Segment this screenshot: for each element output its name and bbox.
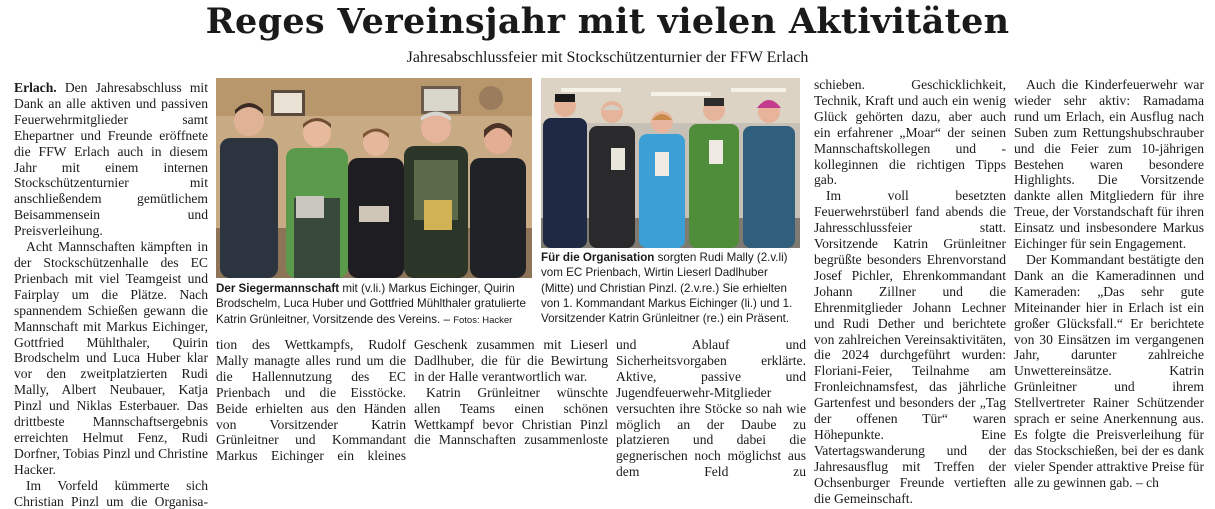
author-signoff: – ch bbox=[1135, 474, 1159, 490]
photo-winning-team bbox=[216, 78, 532, 278]
text-column-3 bbox=[414, 337, 608, 448]
caption-bold-lead: Für die Organisation bbox=[541, 251, 655, 264]
paragraph: Im Vorfeld kümmerte sich Christian Pinzl um die Organisa- bbox=[14, 477, 208, 509]
paragraph: tion des Wettkampfs, Rudolf Mally managte alles rund um die die Hallennutzung des EC Prienbach und die Eisstöcke. Beide erhielten aus den Händen von Vorsitzender Katrin Grünleitner und Kommandant Markus Eichinger ein kleines bbox=[216, 337, 406, 464]
photo-credit: Fotos: Hacker bbox=[453, 314, 513, 326]
text-column-6 bbox=[1014, 77, 1204, 491]
headline: Reges Vereinsjahr mit vielen Aktivitäten bbox=[205, 1, 1010, 42]
photo-organisation bbox=[541, 78, 800, 248]
text-column-2 bbox=[216, 337, 406, 464]
caption-text: mit (v.li.) Markus Eichinger, Quirin Brodschelm, Luca Huber und Gottfried Mühlthaler gratulierte Katrin Grünleitner, Vorsitzende des Vereins. – bbox=[216, 282, 526, 326]
paragraph bbox=[14, 80, 208, 239]
paragraph-text: Der Kommandant bestätigte den Dank an die Kameradinnen und Kameraden: „Das sehr gute Miteinander hier in Erlach ist ein großer Glücksfall.“ Er berichtete von 30 Einsätzen im vergangenen Jahr, darunter zahlreiche Unwettereinsätze. Katrin Grünleitner und ihrem Stellvertreter Rainer Schützender sprach er seine Anerkennung aus. Es folgte die Preisverleihung für das Stockschießen, bei der es dank vieler Spender attraktive Preise für alle zu gewinnen gab. bbox=[1014, 251, 1204, 490]
paragraph: Auch die Kinderfeuerwehr war wieder sehr aktiv: Ramadama rund um Erlach, ein Ausflug nach Suben zum Rettungshubschrauber und die Feier zum 10-jährigen Bestehen waren besondere Highlights. Die Vorsitzende dankte allen Mitgliedern für ihre Treue, der Vorstandschaft für ihren Einsatz und insbesondere Markus Eichinger für sein Engagement. bbox=[1014, 77, 1204, 252]
paragraph bbox=[1014, 252, 1204, 491]
caption-bold-lead: Der Siegermannschaft bbox=[216, 282, 340, 295]
paragraph: Acht Mannschaften kämpften in der Stockschützenhalle des EC Prienbach mit viel Teamgeist und Fairplay um die Plätze. Nach spannendem Schießen gewann die Mannschaft mit Markus Eichinger, Gottfried Mühlthaler, Quirin Brodschelm und Luca Huber klar vor den zweitplatzierten Rudi Mally, Albert Neubauer, Katja Pinzl und Niklas Esterbauer. Das drittbeste Mannschaftsergebnis erreichten Helmut Fenz, Rudi Dorfner, Tobias Pinzl und Christine Hacker. bbox=[14, 239, 208, 477]
photo-organisation-caption bbox=[541, 250, 803, 326]
paragraph: Geschenk zusammen mit Lieserl Dadlhuber, die für die Bewirtung in der Halle verantwortlich war. bbox=[414, 337, 608, 384]
dateline: Erlach. bbox=[14, 80, 57, 95]
paragraph: schieben. Geschicklichkeit, Technik, Kraft und auch ein wenig Glück gehörten dazu, aber auch ein erfahrener „Moar“ der seinen Mannschaftskollegen und -kolleginnen die richtigen Tipps gab. bbox=[814, 77, 1006, 188]
photo-winning-team-caption bbox=[216, 281, 532, 328]
subheadline: Jahresabschlussfeier mit Stockschützenturnier der FFW Erlach bbox=[406, 49, 809, 66]
text-column-4 bbox=[616, 337, 806, 480]
text-column-1 bbox=[14, 80, 208, 509]
text-column-5 bbox=[814, 77, 1006, 506]
paragraph: Im voll besetzten Feuerwehrstüberl fand abends die Jahresschlussfeier statt. Vorsitzende Katrin Grünleitner begrüßte besonders Ehrenvorstand Josef Pichler, Ehrenkommandant Johann Zillner und die Ehrenmitglieder Johann Lechner und Rudi Dether und berichtete von zahlreichen Vereinsaktivitäten, die 2024 durchgeführt wurden: Floriani-Feier, Teilnahme am Fronleichnamsfest, das jährliche Gartenfest und besonders der „Tag der offenen Tür“ waren Höhepunkte. Eine Vatertagswanderung und der Jahresausflug mit Treffen der Ochsenburger Freunde vertieften die Gemeinschaft. bbox=[814, 188, 1006, 506]
paragraph: und Ablauf und Sicherheitsvorgaben erklärte. Aktive, passive und Jugendfeuerwehr-Mitglieder versuchten ihre Stöcke so nah wie möglich an der Daube zu platzieren und dabei die gegnerischen noch möglichst aus dem Feld zu bbox=[616, 337, 806, 480]
paragraph-text: Den Jahresabschluss mit Dank an alle aktiven und passiven Feuerwehrmitglieder samt Ehepartner und Freunde eröffnete die FFW Erlach auch in diesem Jahr mit einem internen Stockschützenturnier mit anschließendem gemütlichem Beisammensein und Preisverleihung. bbox=[14, 80, 208, 239]
paragraph: Katrin Grünleitner wünschte allen Teams einen schönen Wettkampf bevor Christian Pinzl die Mannschaften zusammenloste bbox=[414, 384, 608, 448]
caption-text: sorgten Rudi Mally (2.v.li) vom EC Prienbach, Wirtin Lieserl Dadlhuber (Mitte) und Christian Pinzl. (2.v.re.) Sie erhielten von 1. Kommandant Markus Eichinger (li.) und 1. Vorsitzender Katrin Grünleitner (re.) ein Präsent. bbox=[541, 251, 793, 326]
